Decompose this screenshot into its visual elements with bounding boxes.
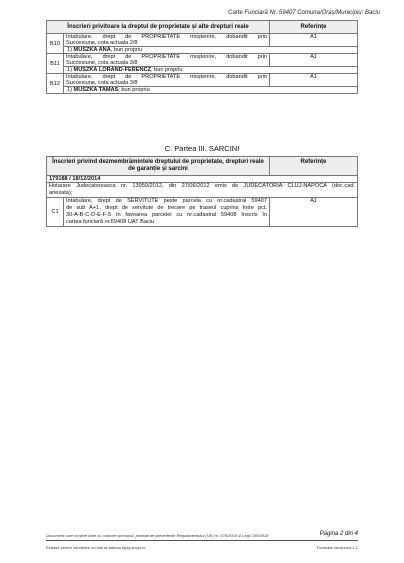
footer-note: Document care conține date cu caracter personal, protejat de prevederile Regulamentului (UE) nr. 679/2016 și Legii 190/2018 [46, 533, 269, 538]
charges-table [46, 156, 358, 227]
entry-ref: A1 [270, 74, 358, 87]
row-id: B11 [47, 54, 64, 74]
owner-name: MUSZKA LORAND-FERENCZ [73, 67, 152, 73]
section-title: C. Partea III. SARCINI [164, 144, 240, 153]
entry-number: 179188 / 18/12/2014 [47, 176, 358, 183]
ownership-ref-header: Referințe [270, 21, 358, 34]
owner-line: 1) MUSZKA ANA, bun propriu [64, 47, 358, 54]
charges-ref-header: Referințe [270, 157, 358, 176]
page-header: Carte Funciară Nr. 59407 Comuna/Oraș/Municipiu: Baciu [228, 10, 380, 16]
footer-form-version: Formular versiunea 1.1 [316, 545, 358, 550]
entry-text: Intabulare, drept de PROPRIETATE moștenire, dobandit prin Succesiune, cota actuala 3/8 [64, 74, 270, 87]
entry-ref: A1 [270, 34, 358, 47]
owner-line: 1) MUSZKA LORAND-FERENCZ, bun propriu [64, 67, 358, 74]
owner-name: MUSZKA TAMAS [73, 87, 119, 93]
entry-ref: A1 [270, 198, 358, 227]
owner-line: 1) MUSZKA TAMAS, bun propriu [64, 87, 358, 94]
footer-extract: Extrase pentru informare on-line la adresa epay.ancpi.ro [46, 545, 146, 550]
entry-ref: A1 [270, 54, 358, 67]
entry-text: Intabulare, drept de PROPRIETATE moștenire, dobandit prin Succesiune, cota actuala 3/8 [64, 54, 270, 67]
row-id: C1 [47, 198, 64, 227]
charges-col-header: Înscrieri privind dezmembrămintele dreptului de proprietate, drepturi reale de garanție și sarcini [47, 157, 270, 176]
entry-text: Intabulare, drept de PROPRIETATE moștenire, dobandit prin Succesiune, cota actuala 2/8 [64, 34, 270, 47]
owner-name: MUSZKA ANA [73, 47, 111, 53]
ownership-col-header: Înscrieri privitoare la dreptul de proprietate și alte drepturi reale [47, 21, 270, 34]
entry-description: Hotarare Judecatoreasca nr. 13950/2012, din 27/06/2012 emis de JUDECATORIA CLUJ-NAPOCA (doc.cad. anexata); [47, 183, 358, 198]
entry-text: Intabulare, drept de SERVITUTE peste parcela cu nr.cadastral 59407 de sub A+1, drept de servitute de trecere pe traseul cuprins între pct. 30-A-B-C-D-E-F-5 în favoarea parcelei cu nr.cadastral 59408 înscris în cartea funciară nr.59408 UAT Baciu [64, 198, 270, 227]
ownership-table [46, 20, 358, 94]
row-id: B10 [47, 34, 64, 54]
row-id: B12 [47, 74, 64, 94]
footer-divider [46, 540, 358, 541]
page-number: Pagina 2 din 4 [319, 531, 358, 537]
